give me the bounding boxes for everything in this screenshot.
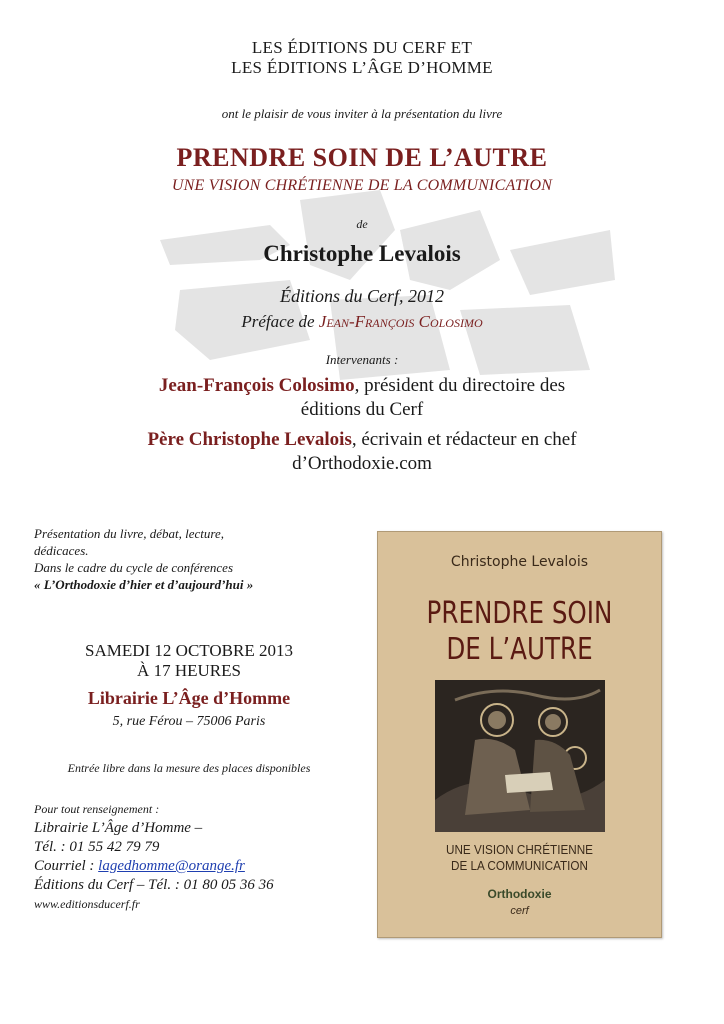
speaker-role: , président du directoire des [354, 375, 566, 396]
speaker-role-continued: éditions du Cerf [300, 399, 424, 420]
speakers-label: Intervenants : [325, 352, 399, 367]
event-date-line: SAMEDI 12 OCTOBRE 2013 [85, 641, 293, 660]
preface-name: Jean-François Colosimo [318, 312, 483, 331]
speaker-role: , écrivain et rédacteur en chef [351, 429, 577, 450]
event-description [34, 525, 344, 593]
cover-publisher: cerf [510, 905, 529, 917]
cover-author: Christophe Levalois [450, 554, 589, 570]
description-line: dédicaces. [34, 543, 89, 558]
book-cover-image [377, 531, 662, 938]
cover-title-line: DE L’AUTRE [446, 632, 593, 667]
speaker-role-continued: d’Orthodoxie.com [292, 453, 432, 474]
entry-note: Entrée libre dans la mesure des places disponibles [67, 761, 311, 775]
speaker-1 [0, 374, 724, 422]
contact-line: Librairie L’Âge d’Homme – [34, 820, 203, 836]
description-line: Dans le cadre du cycle de conférences [34, 560, 234, 575]
publishers-heading [0, 38, 724, 78]
contact-info [34, 800, 344, 914]
speaker-name: Jean-François Colosimo [158, 375, 355, 396]
conference-cycle-title: « L’Orthodoxie d’hier et d’aujourd’hui » [34, 577, 254, 592]
contact-label: Pour tout renseignement : [34, 802, 160, 816]
event-address: 5, rue Férou – 75006 Paris [112, 714, 266, 729]
cover-subtitle-line: UNE VISION CHRÉTIENNE [446, 842, 593, 857]
contact-line: Éditions du Cerf – Tél. : 01 80 05 36 36 [34, 877, 274, 893]
preface-label: Préface de [241, 312, 319, 331]
invite-text: ont le plaisir de vous inviter à la présentation du livre [221, 106, 503, 121]
by-label: de [356, 217, 368, 231]
edition-info: Éditions du Cerf, 2012 [279, 286, 444, 306]
book-author: Christophe Levalois [263, 241, 461, 266]
cover-subtitle-line: DE LA COMMUNICATION [451, 858, 588, 873]
event-time-line: À 17 HEURES [137, 661, 241, 680]
cover-subtitle [392, 842, 647, 874]
book-title: PRENDRE SOIN DE L’AUTRE [176, 143, 548, 172]
publisher-line-1: LES ÉDITIONS DU CERF ET [251, 38, 473, 57]
event-date [34, 641, 344, 681]
speaker-2 [0, 428, 724, 476]
event-venue: Librairie L’Âge d’Homme [87, 688, 291, 708]
icon-illustration-image [435, 680, 605, 832]
book-subtitle: UNE VISION CHRÉTIENNE DE LA COMMUNICATION [171, 177, 553, 194]
email-label: Courriel : [34, 858, 99, 874]
cover-title [403, 596, 635, 668]
website-link[interactable]: www.editionsducerf.fr [34, 897, 140, 911]
contact-phone: Tél. : 01 55 42 79 79 [34, 839, 160, 855]
publisher-line-2: LES ÉDITIONS L’ÂGE D’HOMME [231, 58, 493, 77]
email-link[interactable]: lagedhomme@orange.fr [98, 858, 245, 874]
preface-line [0, 312, 724, 332]
cover-series: Orthodoxie [487, 887, 552, 901]
speaker-name: Père Christophe Levalois [147, 429, 352, 450]
cover-title-line: PRENDRE SOIN [426, 596, 613, 631]
description-line: Présentation du livre, débat, lecture, [34, 526, 225, 541]
